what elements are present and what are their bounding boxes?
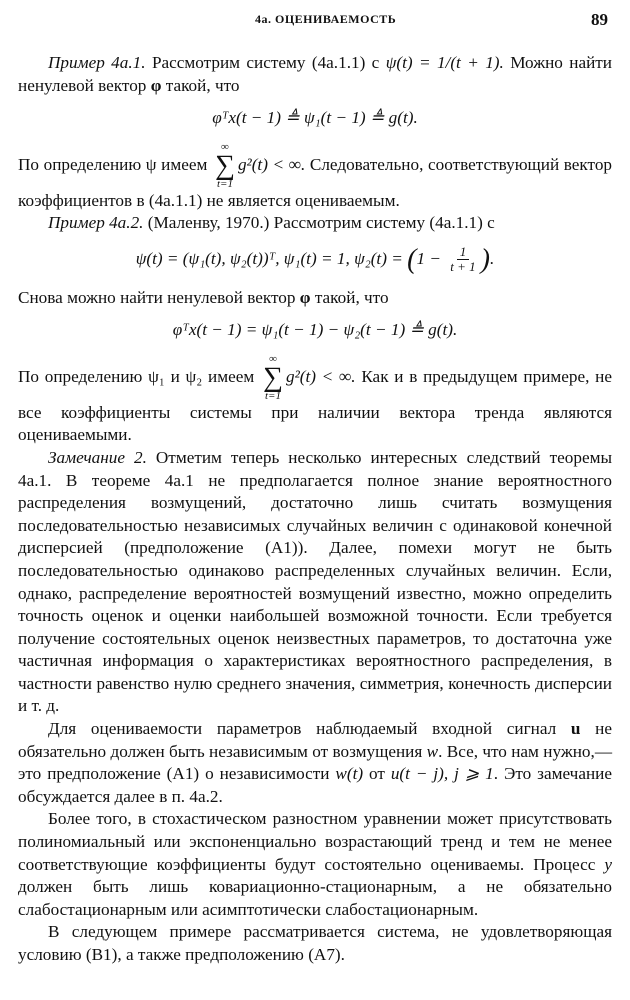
math-symbol: y	[604, 854, 612, 874]
paragraph-text: . Все, что нам нужно,— это предположение (A1) о независимости	[18, 741, 613, 784]
example-text: Рассмотрим систему (4а.1.1) с	[145, 53, 386, 72]
remark-label: Замечание 2.	[48, 447, 147, 467]
example-text: такой, что	[161, 75, 240, 95]
example-label: Пример 4а.2.	[48, 213, 144, 233]
display-formula-psi: ψ(t) = (ψ₁(t), ψ₂(t))ᵀ, ψ₁(t) = 1, ψ₂(t) = (1 − $\frac{1}{t + 1}$ ).	[135, 243, 495, 275]
math-symbol: u(t − j), j ⩾ 1	[390, 764, 494, 784]
example-4a2-paragraph	[18, 212, 612, 235]
sum-body: g²(t) < ∞.	[285, 366, 356, 386]
vector-symbol: φ	[299, 287, 311, 307]
paragraph-text: . Это замечание обсуждается далее в п. 4а.2.	[18, 764, 612, 806]
example-text: (Маленву, 1970.) Рассмотрим систему (4а.1.1) с	[143, 213, 495, 233]
example-label: Пример 4а.1.	[48, 53, 146, 72]
fraction	[447, 245, 478, 275]
vector-symbol: φ	[150, 75, 162, 95]
paragraph-text: должен быть лишь ковариационно-стационарным, а не обязательно слабостационарным или асимптотически слабостационарным.	[18, 877, 612, 919]
running-head: 4а. ОЦЕНИВАЕМОСТЬ	[255, 12, 397, 26]
page-number: 89	[591, 10, 608, 29]
example-text: Можно найти ненулевой вектор	[18, 53, 613, 95]
sum-lower-limit: t=1	[216, 177, 233, 190]
paragraph-text: от	[363, 764, 391, 784]
sum-body: g²(t) < ∞.	[237, 154, 306, 174]
paragraph-text: Для оцениваемости параметров наблюдаемый входной сигнал	[48, 719, 571, 739]
remark-text: Отметим теперь несколько интересных следствий теоремы 4а.1. В теореме 4а.1 не предполагается полное знание вероятностного распределения возмущений, достаточно лишь считать возмущения последовательностью независимых случайных величин с одинаковой конечной дисперсией (предположение (A1)). Далее, помехи могут не быть последовательностью одинаково распределенных случайных величин. Если, однако, распределение вероятностей возмущений известно, можно определить точность оценок и оценки наибольшей возможной точности. Если требуется получение состоятельных оценок неизвестных параметров, то достаточна уже частичная информация о характеристиках вероятностного распределения, в частности равенство нулю среднего значения, симметрия, конечность дисперсии и т. д.	[18, 447, 612, 716]
paragraph-text: По определению ψ имеем	[18, 154, 212, 174]
page-header	[0, 10, 630, 34]
math-symbol: w	[426, 741, 439, 761]
summation: ∞ ∑ t=1	[214, 140, 235, 190]
trend-paragraph	[18, 808, 612, 921]
remark-paragraph	[18, 447, 612, 718]
math-symbol: u	[570, 719, 581, 739]
paragraph-text: Более того, в стохастическом разностном уравнении может присутствовать полиномиальный или экспоненциально возрастающий тренд и тем не менее соответствующие коэффициенты будут состоятельно оцениваемы. Процесс	[18, 809, 612, 874]
formula-text: ψ(t) = (ψ₁(t), ψ₂(t))ᵀ, ψ₁(t) = 1, ψ₂(t) =	[135, 248, 408, 268]
example-4a1-paragraph	[18, 52, 612, 97]
display-formula-2: φᵀx(t − 1) = ψ₁(t − 1) − ψ₂(t − 1) ≜ g(t).	[172, 320, 458, 340]
paragraph-text: не обязательно должен быть независимым от возмущения	[18, 719, 612, 761]
sum-lower-limit: t=1	[264, 389, 281, 402]
next-example-paragraph: В следующем примере рассматривается система, не удовлетворяющая условию (B1), а также предположению (A7).	[18, 922, 612, 964]
sum-upper-limit: ∞	[221, 140, 229, 153]
definition-paragraph-2	[18, 354, 612, 447]
summation: ∞ ∑ t=1	[263, 352, 283, 402]
fraction-denominator: t + 1	[450, 259, 476, 275]
definition-paragraph	[18, 142, 612, 213]
paragraph-text: Снова можно найти ненулевой вектор	[18, 287, 300, 307]
inline-formula: ψ(t) = 1/(t + 1).	[385, 53, 504, 72]
math-symbol: w(t)	[335, 764, 364, 784]
sum-upper-limit: ∞	[269, 352, 277, 365]
fraction-numerator: 1	[457, 245, 470, 260]
display-formula: φᵀx(t − 1) ≜ ψ₁(t − 1) ≜ g(t).	[212, 108, 418, 128]
input-paragraph	[18, 718, 612, 808]
paragraph-text: По определению ψ₁ и ψ₂ имеем	[18, 366, 260, 386]
page-body	[18, 52, 612, 967]
paragraph-text: Как и в предыдущем примере, не все коэффициенты системы при наличии вектора тренда являются оцениваемыми.	[18, 366, 612, 445]
paragraph-text: Следовательно, соответствующий вектор коэффициентов в (4а.1.1) не является оцениваемым.	[18, 154, 613, 210]
vector-paragraph	[18, 287, 612, 310]
paragraph-text: такой, что	[310, 287, 389, 307]
